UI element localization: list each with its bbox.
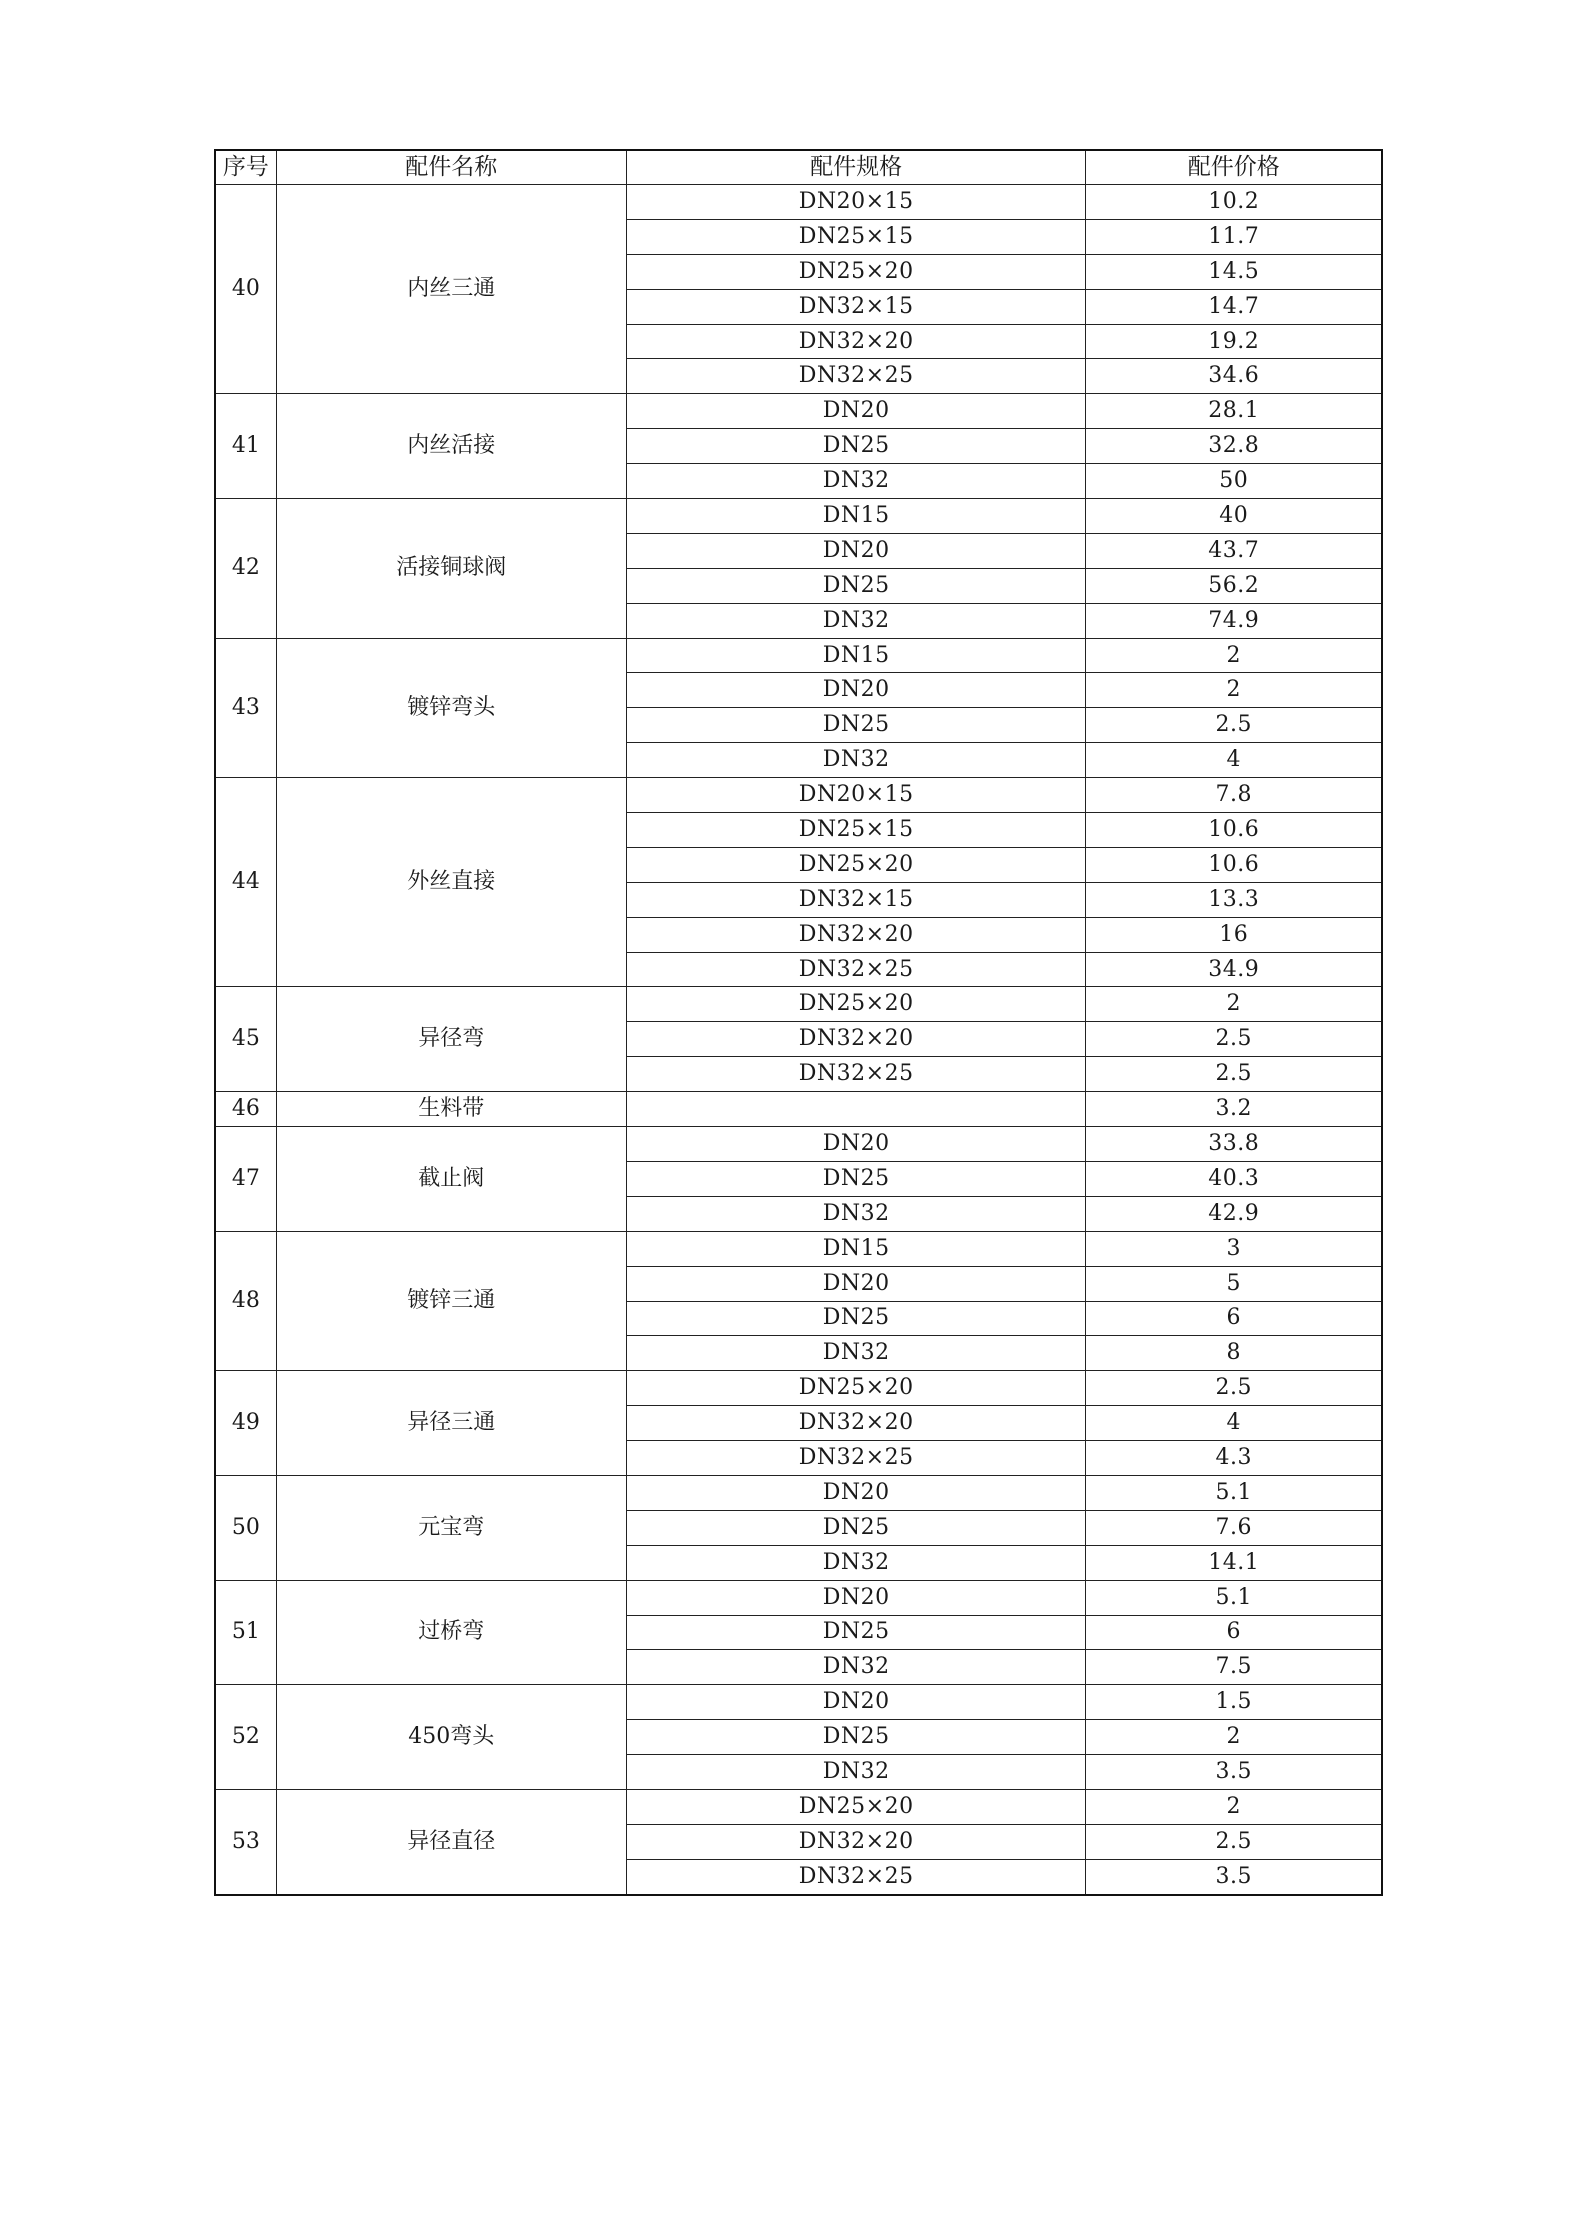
serial-number-cell: 53: [215, 1789, 276, 1894]
fitting-price-cell: 7.6: [1086, 1510, 1382, 1545]
header-fitting-price: 配件价格: [1086, 150, 1382, 185]
serial-number-cell: 52: [215, 1685, 276, 1790]
table-body: [215, 185, 1382, 1895]
fitting-price-cell: 2: [1086, 987, 1382, 1022]
fitting-spec-cell: DN32×15: [626, 289, 1086, 324]
table-row: [215, 778, 1382, 813]
fitting-spec-cell: DN32: [626, 464, 1086, 499]
fitting-price-cell: 28.1: [1086, 394, 1382, 429]
serial-number-cell: 50: [215, 1475, 276, 1580]
fitting-spec-cell: DN32: [626, 743, 1086, 778]
fitting-spec-cell: DN25×20: [626, 847, 1086, 882]
fitting-spec-cell: DN25: [626, 1720, 1086, 1755]
fitting-price-cell: 6: [1086, 1615, 1382, 1650]
fitting-price-cell: 3.5: [1086, 1859, 1382, 1894]
fitting-price-cell: 40.3: [1086, 1161, 1382, 1196]
fitting-price-cell: 4: [1086, 1406, 1382, 1441]
fitting-spec-cell: DN25×20: [626, 1789, 1086, 1824]
fitting-name-cell: 生料带: [276, 1092, 626, 1127]
fitting-price-cell: 42.9: [1086, 1196, 1382, 1231]
table-row: [215, 1371, 1382, 1406]
fitting-name-cell: 450弯头: [276, 1685, 626, 1790]
serial-number-cell: 40: [215, 185, 276, 394]
fitting-price-cell: 5: [1086, 1266, 1382, 1301]
fitting-price-cell: 14.5: [1086, 254, 1382, 289]
fitting-spec-cell: DN25: [626, 429, 1086, 464]
fitting-name-cell: 异径直径: [276, 1789, 626, 1894]
fitting-spec-cell: DN25×15: [626, 813, 1086, 848]
fitting-price-cell: 56.2: [1086, 568, 1382, 603]
fitting-spec-cell: DN25: [626, 1615, 1086, 1650]
fitting-price-cell: 43.7: [1086, 533, 1382, 568]
fitting-price-cell: 2.5: [1086, 708, 1382, 743]
fitting-price-cell: 2.5: [1086, 1057, 1382, 1092]
fitting-spec-cell: DN20: [626, 1580, 1086, 1615]
header-row: [215, 150, 1382, 185]
fitting-spec-cell: DN32×20: [626, 1022, 1086, 1057]
fitting-spec-cell: DN25×20: [626, 987, 1086, 1022]
fitting-spec-cell: DN25: [626, 1301, 1086, 1336]
fitting-price-cell: 4.3: [1086, 1441, 1382, 1476]
fitting-spec-cell: DN32×25: [626, 1441, 1086, 1476]
fitting-price-cell: 34.9: [1086, 952, 1382, 987]
fitting-name-cell: 元宝弯: [276, 1475, 626, 1580]
fitting-spec-cell: DN15: [626, 499, 1086, 534]
fitting-spec-cell: DN32: [626, 1196, 1086, 1231]
fitting-price-cell: 7.5: [1086, 1650, 1382, 1685]
fitting-name-cell: 内丝三通: [276, 185, 626, 394]
table-row: [215, 987, 1382, 1022]
fitting-price-cell: 2: [1086, 1789, 1382, 1824]
table-row: [215, 394, 1382, 429]
fitting-spec-cell: DN20: [626, 1685, 1086, 1720]
fitting-price-cell: 14.7: [1086, 289, 1382, 324]
fitting-price-cell: 34.6: [1086, 359, 1382, 394]
fitting-spec-cell: DN32: [626, 1336, 1086, 1371]
fitting-price-cell: 6: [1086, 1301, 1382, 1336]
fitting-price-cell: 3: [1086, 1231, 1382, 1266]
fitting-price-cell: 10.6: [1086, 813, 1382, 848]
fitting-spec-cell: DN25×20: [626, 1371, 1086, 1406]
fitting-price-cell: 11.7: [1086, 219, 1382, 254]
serial-number-cell: 43: [215, 638, 276, 778]
fitting-price-cell: 13.3: [1086, 882, 1382, 917]
fitting-spec-cell: DN32: [626, 1650, 1086, 1685]
fitting-spec-cell: DN32: [626, 1755, 1086, 1790]
header-fitting-name: 配件名称: [276, 150, 626, 185]
fitting-spec-cell: DN25×15: [626, 219, 1086, 254]
fitting-price-cell: 5.1: [1086, 1475, 1382, 1510]
fitting-price-cell: 10.6: [1086, 847, 1382, 882]
fitting-name-cell: 截止阀: [276, 1127, 626, 1232]
fitting-price-cell: 33.8: [1086, 1127, 1382, 1162]
fitting-name-cell: 镀锌三通: [276, 1231, 626, 1371]
fitting-price-cell: 32.8: [1086, 429, 1382, 464]
fitting-spec-cell: DN32: [626, 603, 1086, 638]
table-row: [215, 638, 1382, 673]
fitting-name-cell: 过桥弯: [276, 1580, 626, 1685]
table-row: [215, 1127, 1382, 1162]
fitting-spec-cell: DN20: [626, 394, 1086, 429]
fitting-price-cell: 14.1: [1086, 1545, 1382, 1580]
fitting-price-cell: 10.2: [1086, 185, 1382, 220]
fitting-spec-cell: DN20: [626, 1127, 1086, 1162]
table-row: [215, 1231, 1382, 1266]
fitting-price-cell: 1.5: [1086, 1685, 1382, 1720]
fitting-price-cell: 8: [1086, 1336, 1382, 1371]
fitting-price-cell: 16: [1086, 917, 1382, 952]
fitting-price-cell: 4: [1086, 743, 1382, 778]
fitting-spec-cell: DN32×20: [626, 324, 1086, 359]
fitting-spec-cell: [626, 1092, 1086, 1127]
fitting-price-cell: 3.2: [1086, 1092, 1382, 1127]
fitting-price-cell: 2: [1086, 638, 1382, 673]
serial-number-cell: 45: [215, 987, 276, 1092]
fitting-price-cell: 2: [1086, 673, 1382, 708]
fitting-name-cell: 异径三通: [276, 1371, 626, 1476]
fitting-spec-cell: DN32: [626, 1545, 1086, 1580]
table-row: [215, 499, 1382, 534]
table-row: [215, 1092, 1382, 1127]
header-fitting-spec: 配件规格: [626, 150, 1086, 185]
fitting-spec-cell: DN25×20: [626, 254, 1086, 289]
fitting-spec-cell: DN20×15: [626, 185, 1086, 220]
fitting-price-cell: 50: [1086, 464, 1382, 499]
fitting-spec-cell: DN25: [626, 1510, 1086, 1545]
fitting-price-cell: 3.5: [1086, 1755, 1382, 1790]
fitting-price-cell: 2: [1086, 1720, 1382, 1755]
fitting-name-cell: 异径弯: [276, 987, 626, 1092]
fitting-spec-cell: DN20: [626, 673, 1086, 708]
fitting-price-cell: 5.1: [1086, 1580, 1382, 1615]
fitting-name-cell: 内丝活接: [276, 394, 626, 499]
table-header: [215, 150, 1382, 185]
serial-number-cell: 42: [215, 499, 276, 639]
serial-number-cell: 46: [215, 1092, 276, 1127]
fitting-name-cell: 镀锌弯头: [276, 638, 626, 778]
fitting-price-cell: 40: [1086, 499, 1382, 534]
fitting-price-cell: 2.5: [1086, 1824, 1382, 1859]
serial-number-cell: 49: [215, 1371, 276, 1476]
fitting-spec-cell: DN32×20: [626, 1406, 1086, 1441]
table-row: [215, 1685, 1382, 1720]
fittings-price-table: [214, 149, 1383, 1896]
fitting-price-cell: 2.5: [1086, 1371, 1382, 1406]
fitting-name-cell: 活接铜球阀: [276, 499, 626, 639]
fitting-spec-cell: DN20: [626, 533, 1086, 568]
serial-number-cell: 41: [215, 394, 276, 499]
fitting-spec-cell: DN25: [626, 1161, 1086, 1196]
fitting-spec-cell: DN32×25: [626, 1057, 1086, 1092]
fitting-spec-cell: DN25: [626, 708, 1086, 743]
fitting-spec-cell: DN32×25: [626, 359, 1086, 394]
serial-number-cell: 44: [215, 778, 276, 987]
serial-number-cell: 47: [215, 1127, 276, 1232]
table-row: [215, 1789, 1382, 1824]
fitting-spec-cell: DN15: [626, 1231, 1086, 1266]
fitting-spec-cell: DN32×20: [626, 1824, 1086, 1859]
fitting-price-cell: 2.5: [1086, 1022, 1382, 1057]
table-row: [215, 185, 1382, 220]
fitting-spec-cell: DN32×15: [626, 882, 1086, 917]
fitting-spec-cell: DN20×15: [626, 778, 1086, 813]
fitting-spec-cell: DN32×25: [626, 952, 1086, 987]
fitting-name-cell: 外丝直接: [276, 778, 626, 987]
fitting-price-cell: 74.9: [1086, 603, 1382, 638]
fitting-spec-cell: DN25: [626, 568, 1086, 603]
fitting-spec-cell: DN32×20: [626, 917, 1086, 952]
table-row: [215, 1475, 1382, 1510]
fitting-price-cell: 19.2: [1086, 324, 1382, 359]
table-row: [215, 1580, 1382, 1615]
fitting-spec-cell: DN20: [626, 1266, 1086, 1301]
fitting-spec-cell: DN32×25: [626, 1859, 1086, 1894]
fitting-spec-cell: DN20: [626, 1475, 1086, 1510]
serial-number-cell: 51: [215, 1580, 276, 1685]
serial-number-cell: 48: [215, 1231, 276, 1371]
fitting-spec-cell: DN15: [626, 638, 1086, 673]
header-serial-number: 序号: [215, 150, 276, 185]
fitting-price-cell: 7.8: [1086, 778, 1382, 813]
